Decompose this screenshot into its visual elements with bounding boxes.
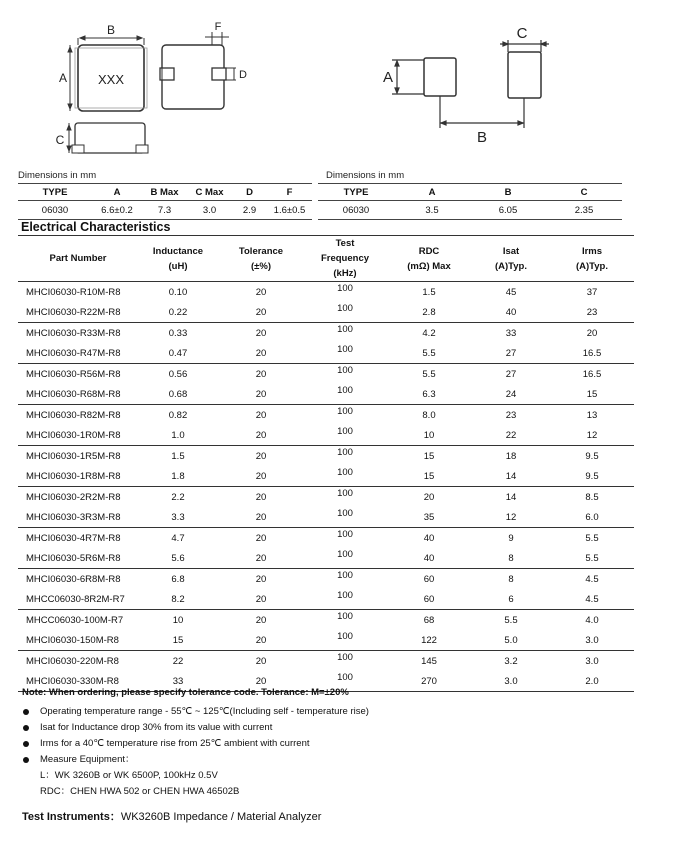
electrical-header-row bbox=[18, 236, 634, 282]
table-row bbox=[18, 343, 634, 364]
tolerance-cell: 20 bbox=[218, 384, 304, 405]
col-inductance: Inductance (uH) bbox=[138, 236, 218, 282]
dim-f-label: F bbox=[214, 21, 222, 33]
part-number-cell: MHCI06030-1R5M-R8 bbox=[26, 450, 121, 462]
inductance-cell: 0.68 bbox=[138, 384, 218, 405]
part-number-cell: MHCI06030-1R0M-R8 bbox=[18, 425, 138, 446]
rdc-cell: 20 bbox=[423, 491, 435, 503]
isat-cell: 12 bbox=[472, 507, 550, 528]
land-dim-a-label: A bbox=[382, 69, 394, 86]
rdc-cell: 145 bbox=[421, 655, 437, 667]
irms-cell: 2.0 bbox=[550, 671, 634, 692]
irms-cell: 6.0 bbox=[550, 507, 634, 528]
part-number-cell: MHCI06030-220M-R8 bbox=[26, 655, 119, 667]
rdc-cell: 60 bbox=[386, 589, 472, 610]
dim-cell: 6.6±0.2 bbox=[92, 201, 142, 220]
ordering-note: Note: When ordering, please specify tolerance code. Tolerance: M=±20% bbox=[22, 687, 349, 698]
isat-cell: 24 bbox=[472, 384, 550, 405]
frequency-cell: 100 bbox=[337, 570, 353, 581]
part-number-cell: MHCI06030-R10M-R8 bbox=[26, 286, 121, 298]
irms-cell: 5.5 bbox=[550, 548, 634, 569]
frequency-cell: 100 bbox=[337, 611, 353, 622]
dim-b-label: B bbox=[106, 23, 116, 37]
part-number-cell: MHCI06030-330M-R8 bbox=[18, 671, 138, 692]
dim-header: B bbox=[470, 184, 546, 201]
rdc-cell: 8.0 bbox=[422, 409, 436, 421]
irms-cell: 9.5 bbox=[585, 450, 599, 462]
isat-cell: 8 bbox=[472, 548, 550, 569]
table-row bbox=[18, 651, 634, 672]
part-number-cell: MHCI06030-6R8M-R8 bbox=[26, 573, 121, 585]
rdc-cell: 5.5 bbox=[422, 368, 436, 380]
table-row bbox=[18, 282, 634, 303]
part-number-cell: MHCI06030-R47M-R8 bbox=[18, 343, 138, 364]
isat-cell: 3.0 bbox=[472, 671, 550, 692]
tolerance-cell: 20 bbox=[255, 614, 267, 626]
inductance-cell: 5.6 bbox=[138, 548, 218, 569]
tolerance-cell: 20 bbox=[218, 589, 304, 610]
inductance-cell: 0.33 bbox=[168, 327, 188, 339]
irms-cell: 9.5 bbox=[550, 466, 634, 487]
irms-cell: 37 bbox=[586, 286, 598, 298]
left-pad bbox=[424, 58, 456, 96]
marking-label: XXX bbox=[97, 72, 125, 87]
table-row bbox=[18, 630, 634, 651]
irms-cell: 23 bbox=[550, 302, 634, 323]
isat-cell: 3.2 bbox=[504, 655, 518, 667]
dim-cell: 06030 bbox=[318, 201, 394, 220]
dim-caption-left: Dimensions in mm bbox=[18, 170, 97, 181]
dim-header: C Max bbox=[187, 184, 232, 201]
land-dim-c-label: C bbox=[516, 25, 528, 42]
tolerance-cell: 20 bbox=[255, 409, 267, 421]
frequency-cell: 100 bbox=[337, 365, 353, 376]
rdc-cell: 15 bbox=[423, 450, 435, 462]
part-number-cell: MHCI06030-R22M-R8 bbox=[18, 302, 138, 323]
irms-cell: 15 bbox=[550, 384, 634, 405]
table-row bbox=[18, 425, 634, 446]
rdc-cell: 1.5 bbox=[422, 286, 436, 298]
part-number-cell: MHCI06030-R33M-R8 bbox=[26, 327, 121, 339]
tolerance-cell: 20 bbox=[255, 327, 267, 339]
dim-d-label: D bbox=[239, 69, 247, 81]
inductance-cell: 1.5 bbox=[171, 450, 185, 462]
rdc-cell: 10 bbox=[386, 425, 472, 446]
col-rdc: RDC (mΩ) Max bbox=[386, 236, 472, 282]
tolerance-cell: 20 bbox=[255, 532, 267, 544]
dimension-table-right bbox=[318, 183, 622, 220]
tolerance-cell: 20 bbox=[218, 425, 304, 446]
tolerance-cell: 20 bbox=[255, 491, 267, 503]
inductance-cell: 4.7 bbox=[171, 532, 185, 544]
electrical-table-body bbox=[18, 282, 634, 692]
irms-cell: 13 bbox=[586, 409, 598, 421]
irms-cell: 4.5 bbox=[550, 589, 634, 610]
dim-cell: 2.9 bbox=[232, 201, 267, 220]
isat-cell: 9 bbox=[508, 532, 514, 544]
equipment-l: L：WK 3260B or WK 6500P, 100kHz 0.5V bbox=[40, 770, 218, 781]
irms-cell: 4.0 bbox=[585, 614, 599, 626]
tolerance-cell: 20 bbox=[255, 286, 267, 298]
inductance-cell: 3.3 bbox=[138, 507, 218, 528]
dim-c-label: C bbox=[55, 133, 65, 147]
tolerance-cell: 20 bbox=[218, 548, 304, 569]
table-row bbox=[18, 610, 634, 631]
dim-row bbox=[18, 201, 312, 220]
part-number-cell: MHCI06030-150M-R8 bbox=[18, 630, 138, 651]
electrical-table bbox=[18, 236, 634, 692]
inductance-cell: 10 bbox=[172, 614, 184, 626]
rdc-cell: 35 bbox=[386, 507, 472, 528]
dim-header: TYPE bbox=[318, 184, 394, 201]
rdc-cell: 6.3 bbox=[386, 384, 472, 405]
equipment-rdc: RDC：CHEN HWA 502 or CHEN HWA 46502B bbox=[40, 786, 240, 797]
frequency-cell: 100 bbox=[304, 343, 386, 364]
frequency-cell: 100 bbox=[337, 488, 353, 499]
note-bullet: Isat for Inductance drop 30% from its value with current bbox=[22, 720, 369, 736]
tolerance-cell: 20 bbox=[218, 466, 304, 487]
isat-cell: 14 bbox=[505, 491, 517, 503]
land-dim-b-label: B bbox=[476, 129, 488, 146]
dim-row bbox=[318, 201, 622, 220]
col-part-number: Part Number bbox=[18, 236, 138, 282]
dim-header: TYPE bbox=[18, 184, 92, 201]
part-number-cell: MHCI06030-3R3M-R8 bbox=[18, 507, 138, 528]
rdc-cell: 40 bbox=[386, 548, 472, 569]
frequency-cell: 100 bbox=[304, 302, 386, 323]
frequency-cell: 100 bbox=[337, 447, 353, 458]
test-instruments-value: WK3260B Impedance / Material Analyzer bbox=[120, 811, 322, 823]
table-row bbox=[18, 507, 634, 528]
isat-cell: 6 bbox=[472, 589, 550, 610]
inductance-cell: 1.8 bbox=[138, 466, 218, 487]
left-package-drawing bbox=[0, 0, 300, 165]
isat-cell: 40 bbox=[472, 302, 550, 323]
table-row bbox=[18, 569, 634, 590]
table-row bbox=[18, 487, 634, 508]
rdc-cell: 68 bbox=[423, 614, 435, 626]
frequency-cell: 100 bbox=[337, 652, 353, 663]
dim-cell: 06030 bbox=[18, 201, 92, 220]
dimension-table-left bbox=[18, 183, 312, 220]
note-bullet: Operating temperature range - 55℃ ~ 125℃(Including self - temperature rise) bbox=[22, 704, 369, 720]
dim-cell: 2.35 bbox=[546, 201, 622, 220]
part-number-cell: MHCI06030-2R2M-R8 bbox=[26, 491, 121, 503]
dim-cell: 7.3 bbox=[142, 201, 187, 220]
right-land-pattern-drawing bbox=[360, 0, 600, 150]
table-row bbox=[18, 446, 634, 467]
part-number-cell: MHCI06030-R82M-R8 bbox=[26, 409, 121, 421]
table-row bbox=[18, 548, 634, 569]
rdc-cell: 122 bbox=[386, 630, 472, 651]
rdc-cell: 5.5 bbox=[386, 343, 472, 364]
part-number-cell: MHCI06030-4R7M-R8 bbox=[26, 532, 121, 544]
col-isat: Isat (A)Typ. bbox=[472, 236, 550, 282]
rdc-cell: 15 bbox=[386, 466, 472, 487]
frequency-cell: 100 bbox=[304, 384, 386, 405]
dim-cell: 1.6±0.5 bbox=[267, 201, 312, 220]
dim-a-label: A bbox=[58, 71, 68, 85]
isat-cell: 14 bbox=[472, 466, 550, 487]
test-instruments-label: Test Instruments： bbox=[22, 811, 121, 823]
inductance-cell: 0.82 bbox=[168, 409, 188, 421]
inductance-cell: 1.0 bbox=[138, 425, 218, 446]
frequency-cell: 100 bbox=[304, 630, 386, 651]
frequency-cell: 100 bbox=[304, 507, 386, 528]
note-bullet: Irms for a 40℃ temperature rise from 25℃ ambient with current bbox=[22, 736, 369, 752]
dim-header: B Max bbox=[142, 184, 187, 201]
tolerance-cell: 20 bbox=[255, 450, 267, 462]
dim-cell: 3.0 bbox=[187, 201, 232, 220]
inductance-cell: 0.47 bbox=[138, 343, 218, 364]
irms-cell: 20 bbox=[586, 327, 598, 339]
isat-cell: 8 bbox=[508, 573, 514, 585]
part-number-cell: MHCI06030-R68M-R8 bbox=[18, 384, 138, 405]
irms-cell: 5.5 bbox=[585, 532, 599, 544]
isat-cell: 5.5 bbox=[504, 614, 518, 626]
tolerance-cell: 20 bbox=[218, 671, 304, 692]
irms-cell: 4.5 bbox=[585, 573, 599, 585]
dim-caption-right: Dimensions in mm bbox=[326, 170, 405, 181]
dim-header: C bbox=[546, 184, 622, 201]
inductance-cell: 6.8 bbox=[171, 573, 185, 585]
irms-cell: 3.0 bbox=[550, 630, 634, 651]
dim-header: A bbox=[394, 184, 470, 201]
irms-cell: 8.5 bbox=[585, 491, 599, 503]
frequency-cell: 100 bbox=[304, 589, 386, 610]
tolerance-cell: 20 bbox=[218, 302, 304, 323]
frequency-cell: 100 bbox=[337, 406, 353, 417]
table-row bbox=[18, 384, 634, 405]
irms-cell: 12 bbox=[550, 425, 634, 446]
part-number-cell: MHCI06030-5R6M-R8 bbox=[18, 548, 138, 569]
isat-cell: 33 bbox=[505, 327, 517, 339]
table-row bbox=[18, 528, 634, 549]
frequency-cell: 100 bbox=[337, 324, 353, 335]
col-test-frequency: Test Frequency (kHz) bbox=[304, 236, 386, 282]
tolerance-cell: 20 bbox=[255, 573, 267, 585]
table-row bbox=[18, 302, 634, 323]
dim-header: F bbox=[267, 184, 312, 201]
isat-cell: 23 bbox=[505, 409, 517, 421]
rdc-cell: 270 bbox=[386, 671, 472, 692]
test-instruments bbox=[22, 808, 321, 824]
frequency-cell: 100 bbox=[304, 671, 386, 692]
part-number-cell: MHCC06030-100M-R7 bbox=[26, 614, 124, 626]
table-row bbox=[18, 323, 634, 344]
side-view-body bbox=[75, 123, 145, 153]
irms-cell: 3.0 bbox=[585, 655, 599, 667]
rdc-cell: 2.8 bbox=[386, 302, 472, 323]
col-tolerance: Tolerance (±%) bbox=[218, 236, 304, 282]
inductance-cell: 33 bbox=[138, 671, 218, 692]
table-row bbox=[18, 405, 634, 426]
isat-cell: 22 bbox=[472, 425, 550, 446]
frequency-cell: 100 bbox=[304, 425, 386, 446]
irms-cell: 16.5 bbox=[582, 368, 602, 380]
table-row bbox=[18, 466, 634, 487]
col-irms: Irms (A)Typ. bbox=[550, 236, 634, 282]
notes-block bbox=[22, 687, 369, 800]
section-title: Electrical Characteristics bbox=[21, 220, 171, 234]
table-row bbox=[18, 364, 634, 385]
frequency-cell: 100 bbox=[337, 529, 353, 540]
isat-cell: 5.0 bbox=[472, 630, 550, 651]
isat-cell: 18 bbox=[505, 450, 517, 462]
irms-cell: 16.5 bbox=[550, 343, 634, 364]
tolerance-cell: 20 bbox=[218, 343, 304, 364]
inductance-cell: 0.56 bbox=[168, 368, 188, 380]
frequency-cell: 100 bbox=[304, 548, 386, 569]
rdc-cell: 4.2 bbox=[422, 327, 436, 339]
frequency-cell: 100 bbox=[304, 466, 386, 487]
part-number-cell: MHCI06030-R56M-R8 bbox=[26, 368, 121, 380]
isat-cell: 27 bbox=[472, 343, 550, 364]
inductance-cell: 22 bbox=[172, 655, 184, 667]
inductance-cell: 0.22 bbox=[138, 302, 218, 323]
tolerance-cell: 20 bbox=[218, 630, 304, 651]
table-row bbox=[18, 589, 634, 610]
tolerance-cell: 20 bbox=[218, 507, 304, 528]
isat-cell: 27 bbox=[505, 368, 517, 380]
rdc-cell: 40 bbox=[423, 532, 435, 544]
part-number-cell: MHCI06030-1R8M-R8 bbox=[18, 466, 138, 487]
right-pad bbox=[508, 52, 541, 98]
part-number-cell: MHCC06030-8R2M-R7 bbox=[18, 589, 138, 610]
inductance-cell: 2.2 bbox=[171, 491, 185, 503]
inductance-cell: 15 bbox=[138, 630, 218, 651]
note-bullet: Measure Equipment： bbox=[22, 752, 369, 768]
dim-header: D bbox=[232, 184, 267, 201]
inductance-cell: 8.2 bbox=[138, 589, 218, 610]
dim-header: A bbox=[92, 184, 142, 201]
isat-cell: 45 bbox=[505, 286, 517, 298]
dim-cell: 6.05 bbox=[470, 201, 546, 220]
tolerance-cell: 20 bbox=[255, 655, 267, 667]
inductance-cell: 0.10 bbox=[168, 286, 188, 298]
tolerance-cell: 20 bbox=[255, 368, 267, 380]
frequency-cell: 100 bbox=[337, 283, 353, 294]
rdc-cell: 60 bbox=[423, 573, 435, 585]
dim-cell: 3.5 bbox=[394, 201, 470, 220]
